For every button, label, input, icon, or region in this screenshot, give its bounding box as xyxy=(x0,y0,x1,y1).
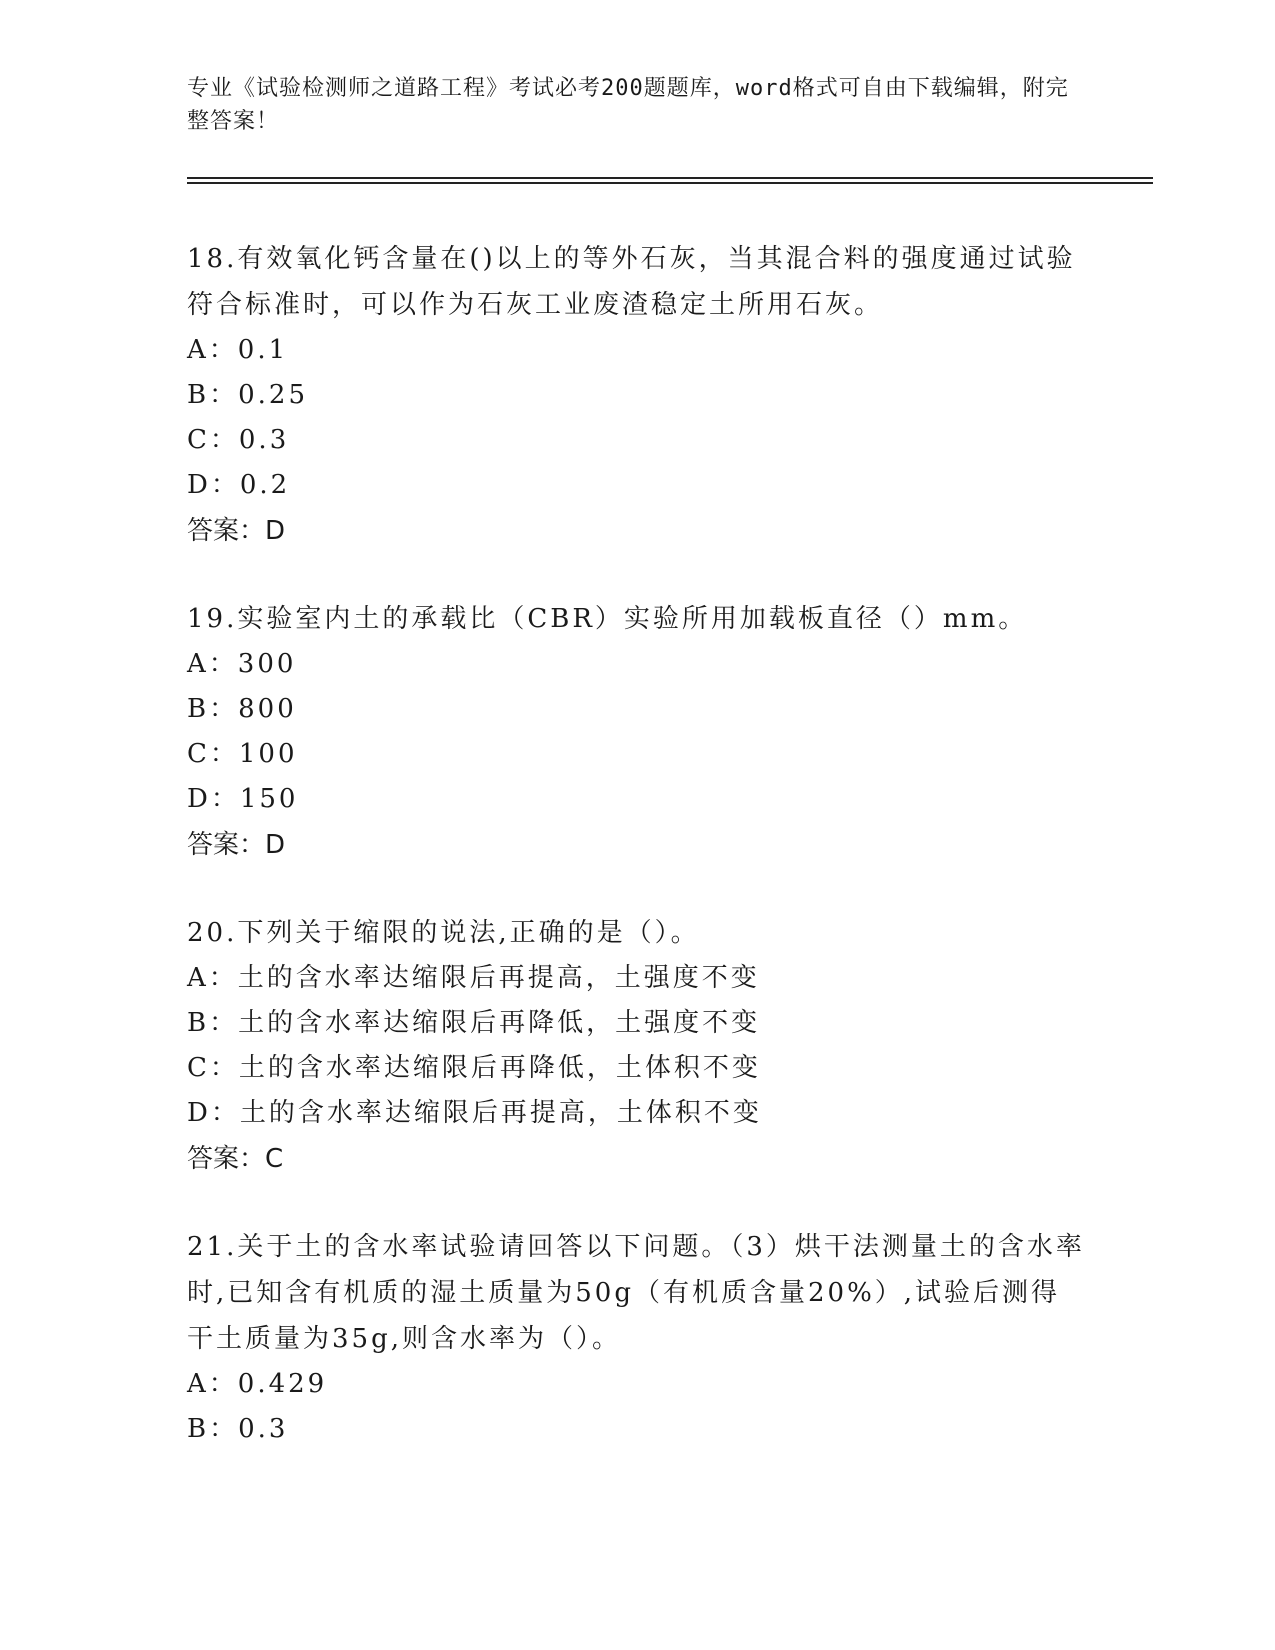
question-18 xyxy=(187,236,1087,554)
document-header: 专业《试验检测师之道路工程》考试必考200题题库，word格式可自由下载编辑，附完整答案！ xyxy=(187,76,1069,134)
option-d: D：0.2 xyxy=(187,470,291,500)
option-b: B：土的含水率达缩限后再降低，土强度不变 xyxy=(187,1008,761,1038)
question-list xyxy=(187,236,1087,1494)
answer-line: 答案：D xyxy=(187,516,286,546)
option-c: C：0.3 xyxy=(187,425,290,455)
option-a: A：0.429 xyxy=(187,1369,328,1399)
question-stem: 18.有效氧化钙含量在()以上的等外石灰，当其混合料的强度通过试验符合标准时，可以作为石灰工业废渣稳定土所用石灰。 xyxy=(187,244,1076,320)
question-stem: 19.实验室内土的承载比（CBR）实验所用加载板直径（）mm。 xyxy=(187,604,1028,634)
option-d: D：150 xyxy=(187,784,299,814)
header-divider-bottom xyxy=(187,182,1153,184)
option-d: D：土的含水率达缩限后再提高，土体积不变 xyxy=(187,1098,762,1128)
answer-line: 答案：C xyxy=(187,1144,284,1174)
option-c: C：土的含水率达缩限后再降低，土体积不变 xyxy=(187,1053,761,1083)
question-21 xyxy=(187,1224,1087,1452)
option-a: A：土的含水率达缩限后再提高，土强度不变 xyxy=(187,963,760,993)
option-a: A：300 xyxy=(187,649,297,679)
question-20 xyxy=(187,910,1087,1182)
question-stem: 20.下列关于缩限的说法,正确的是（）。 xyxy=(187,918,700,948)
question-stem: 21.关于土的含水率试验请回答以下问题。（3）烘干法测量土的含水率时,已知含有机质的湿土质量为50g（有机质含量20%）,试验后测得干土质量为35g,则含水率为（）。 xyxy=(187,1232,1085,1354)
option-b: B：0.3 xyxy=(187,1414,289,1444)
option-a: A：0.1 xyxy=(187,335,289,365)
option-b: B：0.25 xyxy=(187,380,308,410)
option-c: C：100 xyxy=(187,739,298,769)
answer-line: 答案：D xyxy=(187,830,286,860)
question-19 xyxy=(187,596,1087,868)
option-b: B：800 xyxy=(187,694,297,724)
header-divider-top xyxy=(187,177,1153,179)
